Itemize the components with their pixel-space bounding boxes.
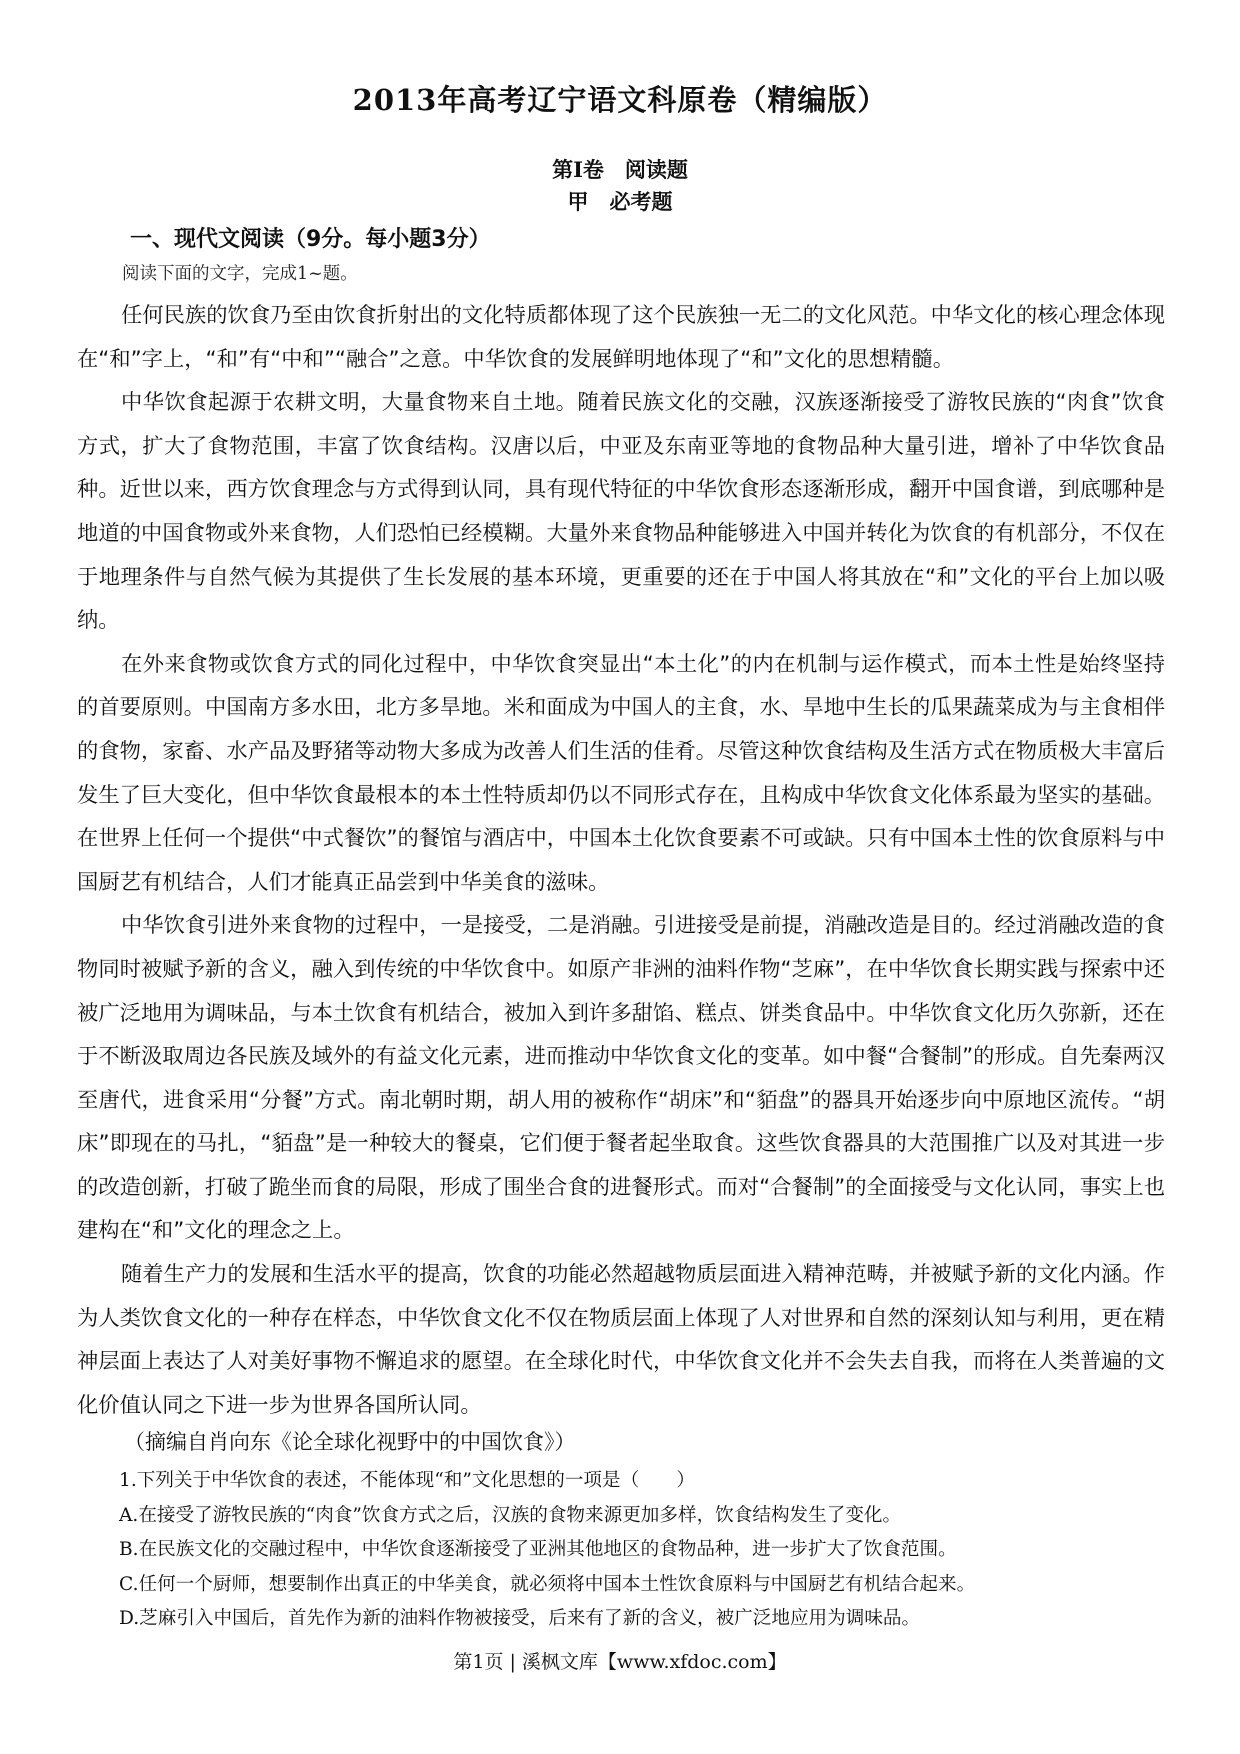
section-heading: 一、现代文阅读（9分。每小题3分）: [130, 227, 491, 252]
passage-body: [77, 294, 1165, 1427]
passage-source: （摘编自肖向东《论全球化视野中的中国饮食》）: [124, 1430, 576, 1454]
option-a: A.在接受了游牧民族的“肉食”饮食方式之后，汉族的食物来源更加多样，饮食结构发生了变化。: [119, 1504, 902, 1526]
paragraph: 随着生产力的发展和生活水平的提高，饮食的功能必然超越物质层面进入精神范畴，并被赋予新的文化内涵。作为人类饮食文化的一种存在样态，中华饮食文化不仅在物质层面上体现了人对世界和自然的深刻认知与利用，更在精神层面上表达了人对美好事物不懈追求的愿望。在全球化时代，中华饮食文化并不会失去自我，而将在人类普遍的文化价值认同之下进一步为世界各国所认同。: [77, 1262, 1165, 1418]
volume-heading: 第Ⅰ卷 阅读题: [552, 157, 688, 182]
part-heading: 甲 必考题: [567, 189, 673, 214]
paragraph: 任何民族的饮食乃至由饮食折射出的文化特质都体现了这个民族独一无二的文化风范。中华文化的核心理念体现在“和”字上，“和”有“中和”“融合”之意。中华饮食的发展鲜明地体现了“和”文化的思想精髓。: [77, 303, 1165, 372]
paragraph: 中华饮食引进外来食物的过程中，一是接受，二是消融。引进接受是前提，消融改造是目的。经过消融改造的食物同时被赋予新的含义，融入到传统的中华饮食中。如原产非洲的油料作物“芝麻”，在中华饮食长期实践与探索中还被广泛地用为调味品，与本土饮食有机结合，被加入到许多甜馅、糕点、饼类食品中。中华饮食文化历久弥新，还在于不断汲取周边各民族及域外的有益文化元素，进而推动中华饮食文化的变革。如中餐“合餐制”的形成。自先秦两汉至唐代，进食采用“分餐”方式。南北朝时期，胡人用的被称作“胡床”和“貊盘”的器具开始逐步向中原地区流传。“胡床”即现在的马扎，“貊盘”是一种较大的餐桌，它们便于餐者起坐取食。这些饮食器具的大范围推广以及对其进一步的改造创新，打破了跪坐而食的局限，形成了围坐合食的进餐形式。而对“合餐制”的全面接受与文化认同，事实上也建构在“和”文化的理念之上。: [77, 913, 1165, 1244]
paragraph: 在外来食物或饮食方式的同化过程中，中华饮食突显出“本土化”的内在机制与运作模式，而本土性是始终坚持的首要原则。中国南方多水田，北方多旱地。米和面成为中国人的主食，水、旱地中生长的瓜果蔬菜成为与主食相伴的食物，家畜、水产品及野猪等动物大多成为改善人们生活的佳肴。尽管这种饮食结构及生活方式在物质极大丰富后发生了巨大变化，但中华饮食最根本的本土性特质却仍以不同形式存在，且构成中华饮食文化体系最为坚实的基础。在世界上任何一个提供“中式餐饮”的餐馆与酒店中，中国本土化饮食要素不可或缺。只有中国本土性的饮食原料与中国厨艺有机结合，人们才能真正品尝到中华美食的滋味。: [77, 651, 1165, 895]
page-footer: 第1页 | 溪枫文库【www.xfdoc.com】: [453, 1651, 787, 1673]
option-c: C.任何一个厨师，想要制作出真正的中华美食，就必须将中国本土性饮食原料与中国厨艺有机结合起来。: [119, 1573, 976, 1595]
paragraph: 中华饮食起源于农耕文明，大量食物来自土地。随着民族文化的交融，汉族逐渐接受了游牧民族的“肉食”饮食方式，扩大了食物范围，丰富了饮食结构。汉唐以后，中亚及东南亚等地的食物品种大量引进，增补了中华饮食品种。近世以来，西方饮食理念与方式得到认同，具有现代特征的中华饮食形态逐渐形成，翻开中国食谱，到底哪种是地道的中国食物或外来食物，人们恐怕已经模糊。大量外来食物品种能够进入中国并转化为饮食的有机部分，不仅在于地理条件与自然气候为其提供了生长发展的基本环境，更重要的还在于中国人将其放在“和”文化的平台上加以吸纳。: [77, 390, 1165, 634]
option-d: D.芝麻引入中国后，首先作为新的油料作物被接受，后来有了新的含义，被广泛地应用为调味品。: [119, 1608, 921, 1629]
document-title: 2013年高考辽宁语文科原卷（精编版）: [352, 83, 888, 117]
reading-instruction: 阅读下面的文字，完成1~题。: [122, 264, 358, 284]
option-b: B.在民族文化的交融过程中，中华饮食逐渐接受了亚洲其他地区的食物品种，进一步扩大了饮食范围。: [119, 1539, 957, 1560]
question-block: [119, 1464, 1179, 1637]
question-stem: 1.下列关于中华饮食的表述，不能体现“和”文化思想的一项是（ ）: [119, 1470, 695, 1491]
